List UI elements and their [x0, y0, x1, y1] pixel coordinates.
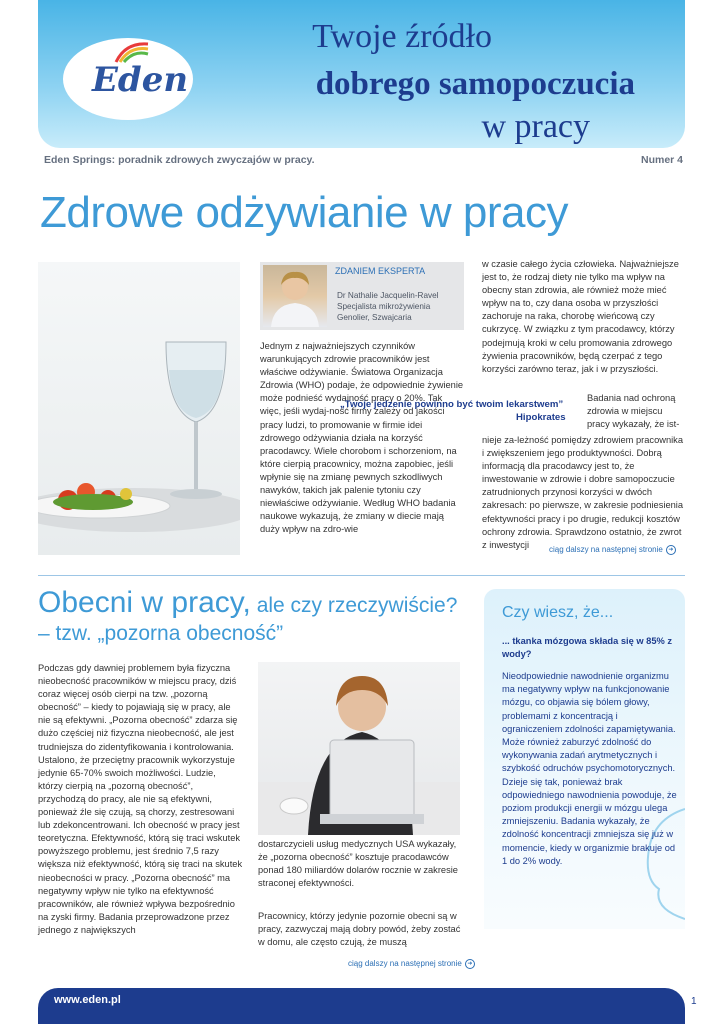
laptop-worker-icon: [258, 662, 460, 835]
continued-label: ciąg dalszy na następnej stronie: [348, 959, 462, 969]
article2-subtitle: – tzw. „pozorna obecność”: [38, 622, 284, 645]
article2-column1: Podczas gdy dawniej problemem była fizyczna nieobecność pracowników w miejscu pracy, dziś coraz więcej osób cierpi na tzw. „pozorną obecność” – kiedy to pojawiają się w pracy, ale nie są efektywni. „Pozorna obecność” zdarza się dużo częściej niż fizyczna nieobecność, ale jest trudniejsza do zidentyfikowania i kontrolowania. Ustalono, że przeciętny pracownik wykorzystuje jedynie 65-70% swoich możliwości. Ludzie, którzy cierpią na „pozorną obecność”, przychodzą do pracy, ale nie są efektywni, ponieważ źle się czują, są chorzy, zestresowani lub zdekoncentrowani. Ich obecność w pracy jest teoretyczna. Efektywność, którą się traci wskutek powyższego problemu, jest średnio 7,5 razy większa niż efektywność, którą się traci na skutek nieobecności w pracy. „Pozorna obecność” ma negatywny wpływ nie tylko na efektywność pracowników, ale również wpływa bezpośrednio na zyski firmy. Badania przeprowadzone przez jednego z największych: [38, 663, 243, 935]
did-you-know-title: Czy wiesz, że...: [502, 604, 614, 621]
arrow-right-icon: ➜: [465, 959, 475, 969]
issue-number: Numer 4: [640, 154, 683, 166]
header-title-line1: Twoje źródło: [312, 18, 492, 55]
continued-label: ciąg dalszy na następnej stronie: [549, 545, 663, 555]
continued-link-1[interactable]: [549, 545, 676, 555]
stressed-worker-laptop-photo: [258, 662, 460, 835]
footer-band: [38, 988, 685, 1024]
header-title-line2: dobrego samopoczucia: [315, 66, 635, 102]
article2-column2a: dostarczycieli usług medycznych USA wykazały, że „pozorna obecność” kosztuje pracodawców ponad 180 miliardów dolarów rocznie w zakresie straconej efektywności.: [258, 839, 458, 889]
article1-column2-bottom: nieje za-leżność pomiędzy zdrowiem pracownika i zwiększeniem jego produktywności. Dobrą informacją dla pracodawcy jest to, że inwestowanie w zdrowie i dobre samopoczucie zatrudnionych przynosi korzyści w dwóch zakresach: po pierwsze, w zakresie podniesienia efektywności pracy i po drugie, redukcji kosztów ochrony zdrowia. Sprawdzono ostatnio, że zwrot z inwestycji: [482, 435, 684, 550]
section-divider: [38, 575, 685, 576]
article2-title: [38, 586, 457, 620]
did-you-know-question: ... tkanka mózgowa składa się w 85% z wody?: [502, 636, 672, 659]
did-you-know-text: Nieodpowiednie nawodnienie organizmu ma negatywny wpływ na funkcjonowanie mózgu, co objawia się bólem głowy, problemami z koncentracją i ograniczeniem zdolności zapamiętywania. Może również zaburzyć zdolność do wykonywania zadań arytmetycznych i szybkość odruchów psychomotorycznych. Dzieje się tak, ponieważ brak odpowiedniego nawodnienia powoduje, że poziom produkcji energii w mózgu ulega zmniejszeniu. Badania wykazały, że zdolność koncentracji zmniejsza się już w momencie, kiedy w organizmie brakuje od 1 do 2% wody.: [502, 671, 677, 866]
subheader-left: Eden Springs: poradnik zdrowych zwyczajów w pracy.: [44, 154, 315, 166]
article2-title-main: Obecni w pracy,: [38, 586, 251, 619]
footer-url-link[interactable]: www.eden.pl: [54, 994, 121, 1006]
article1-column1: Jednym z najważniejszych czynników warunkujących zdrowie pracowników jest właściwe odżywianie. Światowa Organizacja Zdrowia (WHO) podaje, że odpowiednie żywienie może podnieść wydajność pracy o 20%. Tak więc, jeśli wydaj-ność firmy zależy od jakości pracy ludzi, to promowanie w firmie idei zdrowego odżywiania działa na korzyść pracodawcy. Wiele chorobom i schorzeniom, na które cierpią pracownicy, można zapobiec, jeśli wpłynie się na zmianę pewnych szkodliwych nawyków, takich jak palenie tytoniu czy niewłaściwe odżywianie. Według WHO badania naukowe wykazują, że zmiany w diecie mają duży wpływ na zdro-wie: [260, 341, 464, 535]
page-number: 1: [691, 996, 697, 1007]
article2-title-rest: ale czy rzeczywiście?: [250, 594, 458, 617]
expert-photo: [263, 265, 327, 327]
expert-avatar-icon: [263, 265, 327, 327]
header-title-line3: w pracy: [481, 108, 590, 145]
pull-quote: „Twoje jedzenie powinno być twoim lekarstwem”: [340, 399, 564, 410]
article-headline: Zdrowe odżywianie w pracy: [40, 188, 568, 237]
article2-column2b: Pracownicy, którzy jedynie pozornie obecni są w pracy, zazwyczaj mają dobry powód, żeby zostać w domu, ale często czują, że muszą: [258, 911, 461, 948]
expert-role: Specjalista mikrożywienia: [337, 302, 431, 311]
expert-name: Dr Nathalie Jacquelin-Ravel: [337, 291, 439, 300]
continued-link-2[interactable]: [348, 959, 475, 969]
quote-author: Hipokrates: [516, 412, 566, 423]
water-glass-icon: [38, 262, 240, 555]
expert-credentials: [337, 290, 462, 323]
article1-column2-mid: Badania nad ochroną zdrowia w miejscu pracy wykazały, że ist-: [587, 393, 680, 430]
water-glass-salad-photo: [38, 262, 240, 555]
expert-heading: ZDANIEM EKSPERTA: [335, 266, 426, 276]
eden-logo: Eden: [92, 60, 189, 100]
expert-place: Genolier, Szwajcaria: [337, 313, 412, 322]
arrow-right-icon: ➜: [666, 545, 676, 555]
article1-column2-top: w czasie całego życia człowieka. Najważniejsze jest to, że rodzaj diety nie tylko ma wpływ na obecny stan zdrowia, ale również może mieć wpływ na to, czy dana osoba w przyszłości zachoruje na raka, chorobę wieńcową czy cukrzycę. W związku z tym pracodawcy, którzy podejmują kroki w celu promowania zdrowego żywienia pracowników, będą czerpać z tego korzyści zarówno teraz, jak i w przyszłości.: [482, 259, 679, 374]
